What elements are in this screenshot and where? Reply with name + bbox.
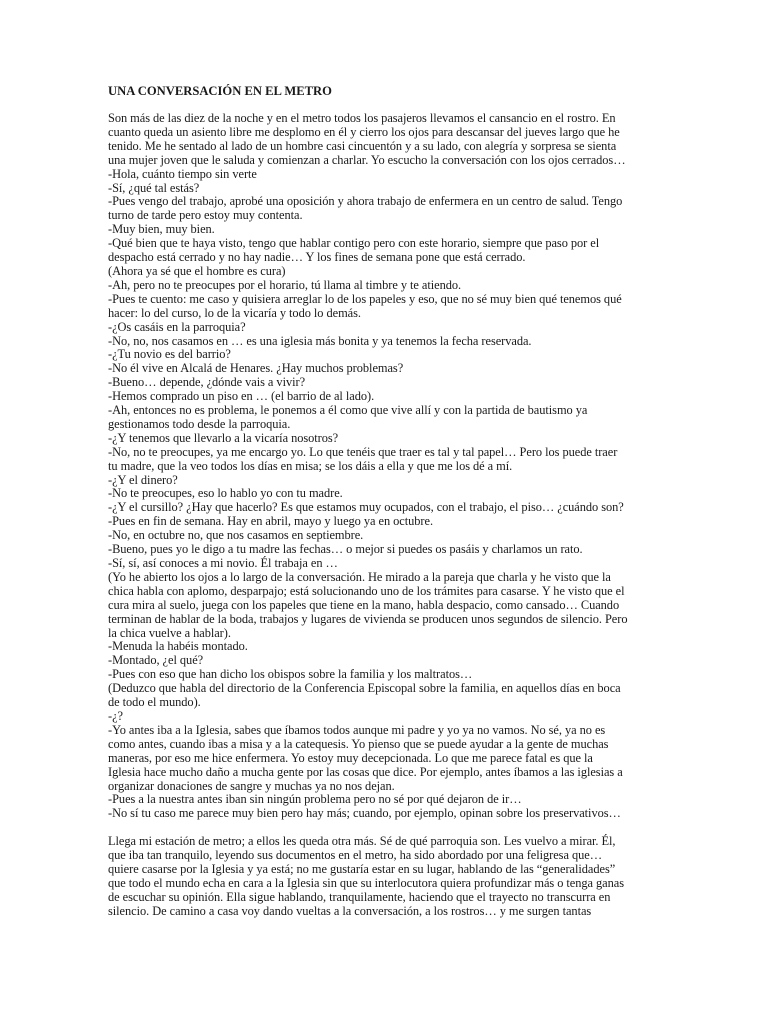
- text-line: -Bueno, pues yo le digo a tu madre las fechas… o mejor si puedes os pasáis y charlamos un rato.: [108, 542, 583, 557]
- text-line: tu madre, que la veo todos los días en misa; se los dáis a ella y que me los dé a mí.: [108, 458, 513, 473]
- paragraph-gap: [108, 821, 664, 835]
- text-line: quiere casarse por la Iglesia y ya está; no me gustaría estar en su lugar, hablando de las “generalidades”: [108, 862, 616, 877]
- text-line: una mujer joven que le saluda y comienzan a charlar. Yo escucho la conversación con los ojos cerrados…: [108, 152, 626, 167]
- text-line: la chica vuelve a hablar).: [108, 625, 231, 640]
- text-line: (Deduzco que habla del directorio de la Conferencia Episcopal sobre la familia, en aquellos días en boca: [108, 681, 621, 696]
- text-line: de escuchar su opinión. Ella sigue hablando, tranquilamente, haciendo que el trayecto no transcurra en: [108, 889, 611, 904]
- text-line: -¿Y el dinero?: [108, 472, 178, 487]
- text-line: cuanto queda un asiento libre me desplomo en él y cierro los ojos para descansar del jueves largo que he: [108, 124, 620, 139]
- text-line: -¿Y tenemos que llevarlo a la vicaría nosotros?: [108, 430, 339, 445]
- text-line: que todo el mundo echa en cara a la Iglesia sin que su interlocutora quiera profundizar más o tenga ganas: [108, 875, 624, 890]
- text-line: Iglesia hace mucho daño a mucha gente por las cosas que dice. Por ejemplo, antes íbamos a las iglesias a: [108, 764, 623, 779]
- text-line: -Pues a la nuestra antes iban sin ningún problema pero no sé por qué dejaron de ir…: [108, 792, 522, 807]
- text-line: -Pues en fin de semana. Hay en abril, mayo y luego ya en octubre.: [108, 514, 433, 529]
- text-line: de todo el mundo).: [108, 695, 201, 710]
- text-line: chica habla con aplomo, desparpajo; está solucionando uno de los trámites para casarse. Y he visto que el: [108, 583, 625, 598]
- text-line: turno de tarde pero estoy muy contenta.: [108, 208, 303, 223]
- text-line: despacho está cerrado y no hay nadie… Y los fines de semana pone que está cerrado.: [108, 250, 526, 265]
- text-line: (Yo he abierto los ojos a lo largo de la conversación. He mirado a la pareja que charla y he visto que la: [108, 569, 611, 584]
- text-line: -Muy bien, muy bien.: [108, 222, 215, 237]
- text-line: -Hemos comprado un piso en … (el barrio de al lado).: [108, 389, 375, 404]
- text-line: -Yo antes iba a la Iglesia, sabes que íbamos todos aunque mi padre y yo ya no vamos. No sé, ya no es: [108, 722, 606, 737]
- text-line: tenido. Me he sentado al lado de un hombre casi cincuentón y a su lado, con alegría y sorpresa se sienta: [108, 138, 617, 153]
- text-line: -No te preocupes, eso lo hablo yo con tu madre.: [108, 486, 343, 501]
- text-line: -Sí, ¿qué tal estás?: [108, 180, 200, 195]
- text-line: -Pues con eso que han dicho los obispos sobre la familia y los maltratos…: [108, 667, 473, 682]
- text-line: -No él vive en Alcalá de Henares. ¿Hay muchos problemas?: [108, 361, 404, 376]
- text-line: -Montado, ¿el qué?: [108, 653, 204, 668]
- text-line: -¿?: [108, 708, 123, 723]
- text-line: -Sí, sí, así conoces a mi novio. Él trabaja en …: [108, 556, 338, 570]
- text-line: maneras, por eso me hice enfermera. Yo estoy muy decepcionada. Lo que me parece fatal es que la: [108, 750, 593, 765]
- text-line: gestionamos todo desde la parroquia.: [108, 416, 291, 431]
- text-line: cura mira al suelo, juega con los papeles que tiene en la mano, habla despacio, como cansado… Cuando: [108, 597, 620, 612]
- text-line: terminan de hablar de la boda, trabajos y lugares de vivienda se producen unos segundos de silencio. Pero: [108, 611, 628, 626]
- text-line: -¿Y el cursillo? ¿Hay que hacerlo? Es que estamos muy ocupados, con el trabajo, el piso… ¿cuándo son?: [108, 500, 624, 515]
- text-line: -Pues te cuento: me caso y quisiera arreglar lo de los papeles y eso, que no sé muy bien qué tenemos qué: [108, 291, 622, 306]
- text-line: (Ahora ya sé que el hombre es cura): [108, 263, 286, 278]
- text-line: -No, no, nos casamos en … es una iglesia más bonita y ya tenemos la fecha reservada.: [108, 333, 532, 348]
- text-line: -No, no te preocupes, ya me encargo yo. Lo que tenéis que traer es tal y tal papel… Pero los puede traer: [108, 444, 618, 459]
- text-line: hacer: lo del curso, lo de la vicaría y todo lo demás.: [108, 305, 361, 320]
- text-line: -No sí tu caso me parece muy bien pero hay más; cuando, por ejemplo, opinan sobre los preservativos…: [108, 806, 621, 821]
- document-page: [108, 84, 664, 919]
- body-section-closing: [108, 835, 664, 918]
- text-line: -¿Tu novio es del barrio?: [108, 347, 231, 362]
- text-line: -Bueno… depende, ¿dónde vais a vivir?: [108, 375, 306, 390]
- body-section-dialogue: [108, 112, 664, 821]
- text-line: -Hola, cuánto tiempo sin verte: [108, 166, 257, 181]
- text-line: -Qué bien que te haya visto, tengo que hablar contigo pero con este horario, siempre que paso por el: [108, 236, 600, 251]
- text-line: -¿Os casáis en la parroquia?: [108, 319, 246, 334]
- text-line: Son más de las diez de la noche y en el metro todos los pasajeros llevamos el cansancio en el rostro. En: [108, 111, 616, 125]
- text-line: Llega mi estación de metro; a ellos les queda otra más. Sé de qué parroquia son. Les vuelvo a mirar. Él,: [108, 834, 616, 849]
- document-title: UNA CONVERSACIÓN EN EL METRO: [108, 84, 332, 98]
- text-line: como antes, cuando ibas a misa y a la catequesis. Yo pienso que se puede ayudar a la gente de muchas: [108, 736, 609, 751]
- text-line: -Ah, entonces no es problema, le ponemos a él como que vive allí y con la partida de bautismo ya: [108, 403, 588, 418]
- text-line: silencio. De camino a casa voy dando vueltas a la conversación, a los rostros… y me surgen tantas: [108, 903, 592, 918]
- text-line: que iba tan tranquilo, leyendo sus documentos en el metro, ha sido abordado por una feligresa que…: [108, 848, 603, 863]
- text-line: organizar donaciones de sangre y muchas ya no nos dejan.: [108, 778, 395, 793]
- text-line: -Ah, pero no te preocupes por el horario, tú llama al timbre y te atiendo.: [108, 277, 462, 292]
- text-line: -No, en octubre no, que nos casamos en septiembre.: [108, 528, 364, 543]
- text-line: -Pues vengo del trabajo, aprobé una oposición y ahora trabajo de enfermera en un centro de salud. Tengo: [108, 194, 623, 209]
- text-line: -Menuda la habéis montado.: [108, 639, 248, 654]
